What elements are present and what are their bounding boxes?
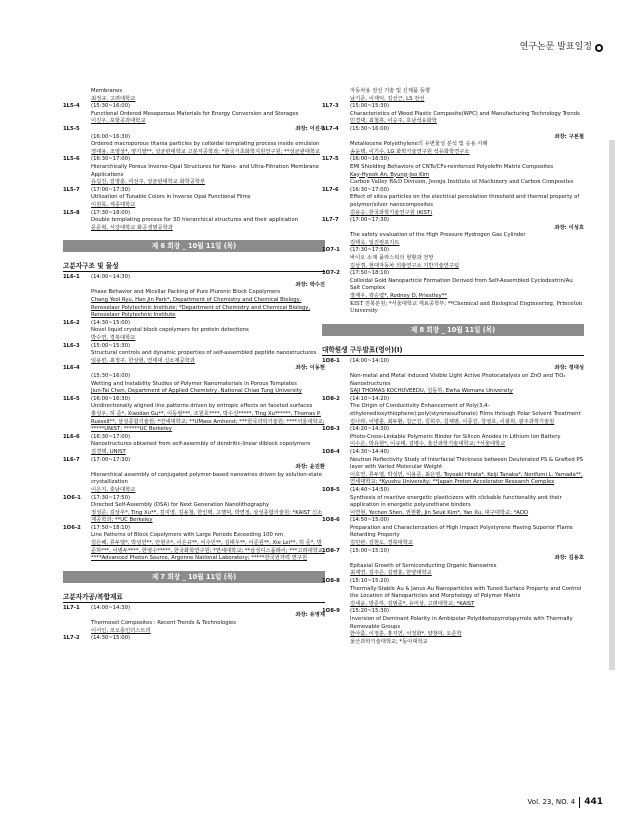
side-tab-bar [609,140,615,670]
entry-text: (16:00~16:30) [91,133,131,140]
program-entry [322,396,584,426]
entry-body [350,103,584,126]
entry-authors: 문준혁, 서강대학교 화공생명공학과 [91,224,173,231]
entry-authors: 이원목, 세종대학교 [91,201,136,208]
program-entry [63,525,325,563]
entry-authors: 한아름, 이정훈, 홍지연, 서정화*, 양창덕, 오준학 [350,631,462,638]
chair-label: 좌장: 박수진 [295,281,325,288]
entry-number: 1O8-5 [322,486,340,493]
entry-authors: 김민관, 김현도, 경북대학교 [350,540,414,547]
program-entry [63,457,325,495]
entry-authors: 유길진, 김영훈, 여선주, 성균관대학교 화학공학부 [91,179,206,186]
entry-text: (14:40~14:50) [350,486,390,493]
left-column [63,88,325,643]
entry-authors: 김은혜, 류두열*, 박성민**, 안현주*, 이은규**, 이수인**, 김태우**, 이준원**, Xie Lei**, 허 준*, 방준하***, 이병두****, 한영수*****, 한국화학연구원; *연세대학교; **삼성디스플레이; ***고려대학교; ****Advanced Photon Source, Argonne National Laboratory; *****한국원자력 연구원 [91,540,325,562]
chair-label: 좌장: 이동현 [295,365,325,372]
program-entry [63,343,325,366]
entry-body [91,210,325,233]
entry-text: Inversion of Dominant Polarity in Ambipolar Polydiketopyrrolopyrrole with Thermally Removable Groups [350,616,573,630]
entry-text: (14:30~15:00) [91,635,131,642]
entry-authors: 이진우, 포항공과대학교 [91,118,146,125]
entry-body [350,126,584,156]
program-entry [63,126,325,156]
section-heading: 고분자가공/복합재료 [63,593,325,603]
chair-label: 좌장: 정대성 [554,365,584,372]
entry-authors: 김용승, 한국과학기술연구원 (KIST) [350,209,433,216]
entry-body [91,274,325,320]
entry-number: 1L6-7 [63,456,80,463]
entry-body [91,126,325,156]
program-entry [63,320,325,343]
entry-text: Ordered macroporous titania particles by colloidal templating process inside emulsion [91,141,320,148]
entry-text: Functional Ordered Mesoporous Materials for Energy Conversion and Storages [91,110,299,117]
entry-authors: 송윤택, 이기수, LG 화학기술연구원 석유화학연구소 [350,148,470,155]
entry-body [91,495,325,525]
entry-text: Structural controls and dynamic properties of self-assembled peptide nanostructures [91,350,317,357]
program-entry [322,449,584,487]
entry-text: Synthesis of reactive energetic plasticizers with clickable functionality and their application in energetic polyurethane binders [350,494,562,509]
entry-number: 1L6-1 [63,274,80,281]
entry-number: 1L7-2 [63,635,80,642]
entry-body [350,217,584,247]
entry-authors: 최정규, 고려대학교 [91,95,136,102]
entry-number [322,88,350,103]
entry-number: 1L6-4 [63,365,80,372]
entry-text: Effect of silica particles on the electrical percolation threshold and thermal property of polymer/silver nanocomposites [350,194,580,208]
program-entry [63,365,325,395]
entry-text: Hierarchical assembly of conjugated polymer-based nanowires driven by solution-state crystallization [91,471,322,486]
entry-body [350,548,584,578]
entry-text: (15:30~16:00) [91,103,131,110]
program-entry [322,358,584,396]
entry-affiliation: KIST 전북분원; *서울대학교 재료공학부; **Chemical and Biological Engineering, Princeton University [350,300,583,315]
entry-text: (17:30~17:50) [91,494,131,501]
section-heading: 고분자구조 및 물성 [63,262,325,272]
entry-body [350,156,584,186]
entry-authors: 이연현, Yechen Shen, 권현환, Jin Seuk Kim*, Yan Xu, 대구대학교; *ADD [350,509,529,516]
entry-text: Wetting and Instability Studies of Polymer Nanomaterials in Porous Templates [91,380,297,387]
entry-number: 1O8-4 [322,448,340,455]
entry-text: (14:30~14:40) [350,448,390,455]
entry-number: 1L5-7 [63,186,80,193]
entry-text: (14:20~14:30) [350,426,390,433]
program-entry [322,88,584,103]
entry-text: (14:30~15:00) [91,319,131,326]
chair-label: 좌장: 이성호 [554,224,584,231]
entry-authors: 홍성우, 허 준*, Xiaodan Gu**, 이동현***, 조원호****, 박수진*****, Ting Xu******, Thomas P. Russell**, 삼성종합기술원; *연세대학교; **UMass Amherst; ***한국과학기술원; ****서울대학교; *****UNIST; ******UC Berkeley [91,410,325,433]
program-entry [63,210,325,233]
program-entry [322,517,584,547]
entry-text: Utilization of Tunable Colors in Inverse Opal Functional Films [91,194,251,201]
entry-text: Characteristics of Wood Plastic Composite(WPC) and Manufacturing Technology Trends [350,110,580,117]
entry-authors: 장재우, 곽승엽*, Rodney D, Priestley** [350,293,448,300]
chair-label: 좌장: 구본철 [554,133,584,140]
entry-number: 1O8-9 [322,608,340,615]
chair-label: 좌장: 이진우 [295,125,325,132]
entry-text: (14:00~14:30) [91,274,131,281]
entry-authors: 이호연, 류두열, 박성민, 이용준, 최은영, Toyoaki Hirata*, Keiji Tanaka*, Norifumi L. Yamada**, 연세대학교; *Kyushu University; **Japan Proton Accelerator Research Complex [350,471,583,486]
entry-body [91,457,325,495]
circle-bullet-icon [595,44,603,52]
entry-text: (17:30~17:50) [350,247,390,254]
entry-authors: 김세윤, 방준하, 김범준*, 유미상, 고려대학교; *KAIST [350,600,475,607]
entry-body [350,449,584,487]
entry-body [91,365,325,395]
entry-text: (15:30~16:00) [350,125,390,132]
entry-number: 1L5-4 [63,103,80,110]
entry-body [350,608,584,646]
entry-text: Photo-Cross-Linkable Polymeric Binder for Silicon Anodes in Lithium Ion Battery [350,433,561,440]
program-entry [322,247,584,270]
entry-authors: 박수연, 경북대학교 [91,335,136,342]
entry-body [350,487,584,517]
entry-number: 1O7-1 [322,247,340,254]
entry-number: 1O6-1 [63,494,81,501]
entry-number: 1L7-3 [322,103,339,110]
entry-text: (14:00~14:10) [350,357,390,364]
entry-text: (16:00~16:30) [91,395,131,402]
entry-text: (16:30~17:00) [350,186,390,193]
entry-number: 1L7-6 [322,186,339,193]
entry-text: Neutron Reflectivity Study of Interfacial Thickness between Deuterated PS & Grafted PS layer with Varied Molecular Weight [350,456,583,471]
program-entry [322,578,584,608]
program-entry [322,187,584,217]
entry-number: 1L7-7 [322,217,339,224]
entry-text: (15:00~15:30) [91,342,131,349]
entry-text: (17:00~17:30) [91,456,131,463]
session-banner: 제 7 회장 _ 10월 11일 (목) [63,571,325,583]
entry-authors: 김경택, UNIST [91,448,126,455]
entry-body [91,343,325,366]
entry-authors: Chang Yeol Ryu, Han Jin Park*, Department of Chemistry and Chemical Biology, Rensselaer Polytechnic Institute; *Department of Chemistry and Chemical Biology, Rensselaer Polytechnic Institute [91,297,311,319]
entry-number: 1L6-2 [63,319,80,326]
entry-authors: 김태욱, 일진컴포지트 [350,239,400,246]
entry-number: 1L5-8 [63,209,80,216]
entry-text: (15:00~15:30) [350,103,390,110]
session-banner: 제 8 회장 _ 10월 11일 (목) [322,324,584,336]
entry-text: Thermally-Stable Au & Janus Au Nanoparticles with Tuned Surface Property and Control the Location of Nanoparticles and Morphology of Polymer Matrix [350,585,582,600]
entry-body [91,605,325,635]
entry-authors: 최재연, 김주은, 김영훈, 한양대학교 [350,570,432,577]
entry-number: 1O8-1 [322,357,340,364]
entry-text: (17:50~18:10) [350,270,390,277]
program-entry [63,88,325,103]
chair-label: 좌장: 김용호 [554,555,584,562]
entry-body [91,103,325,126]
page-header [520,42,603,53]
entry-text: EMI Shielding Behaviors of CNTs/CFs-reinforced Polyolefin Matrix Composites [350,163,554,170]
entry-text: Membranes [91,88,123,94]
entry-text: (15:10~15:20) [350,578,390,585]
entry-text: (14:10~14:20) [350,395,390,402]
program-entry [63,156,325,186]
entry-body [350,88,584,103]
header-title: 연구논문 발표일정 [519,42,592,52]
page-number: 441 [579,797,603,808]
entry-text: Thermoset Composites : Recent Trends & Technologies [91,620,237,627]
entry-number: 1L7-1 [63,604,80,611]
entry-text: The safety evaluation of the High Pressure Hydrogen Gas Cylinder [350,232,526,239]
program-entry [63,605,325,635]
entry-body [91,156,325,186]
program-entry [322,156,584,186]
section-heading: 대학원생 구두발표(영어)(I) [322,346,584,356]
entry-authors: 김상겸, 현대자동차 의왕연구소 기반기술연구팀 [350,262,460,269]
entry-number: 1O6-2 [63,524,81,531]
program-entry [322,426,584,449]
entry-text: Line Patterns of Block Copolymers with Large Periods Exceeding 100 nm [91,532,284,539]
entry-text: (15:20~15:30) [350,608,390,615]
entry-text: (16:30~17:00) [91,433,131,440]
entry-number: 1O8-6 [322,517,340,524]
entry-text: Hierarchically Porous Inverse-Opal Structures for Nano- and Ultra-Filtration Membrane Applications [91,163,319,178]
entry-number [63,88,91,103]
entry-authors: SAJI THOMAS KOCHUVEEDU, 김동하, Ewha Womans University [350,388,513,395]
entry-authors: 민경대, 최철휴, 이승주, 호남석유화학 [350,118,437,125]
program-entry [322,487,584,517]
entry-text: Nanostructures obtained from self-assembly of dendritic-linear diblock copolymers [91,441,311,448]
entry-text: (15:30~16:00) [91,373,131,379]
entry-text: (14:00~14:30) [91,604,131,611]
entry-text: Epitaxial Growth of Semiconducting Organic Nanowires [350,562,497,569]
entry-text: (17:50~18:10) [91,524,131,531]
entry-number: 1L6-3 [63,342,80,349]
entry-authors: 이은지, 충남대학교 [91,486,136,493]
volume-info: Vol. 23, NO. 4 [527,798,576,806]
program-entry [63,274,325,320]
program-entry [63,103,325,126]
entry-text: (16:30~17:00) [91,156,131,163]
entry-number: 1O8-7 [322,547,340,554]
entry-text: 자동차용 전선 기술 및 신제품 동향 [350,88,431,94]
entry-authors: 이수은, 박유현*, 이규태, 김병수, 울산과학기술대학교; *서울대학교 [350,441,506,448]
entry-text: (17:00~17:30) [350,217,390,224]
entry-body [91,187,325,210]
session-banner: 제 6 회장 _ 10월 11일 (목) [63,240,325,252]
entry-text: (14:50~15:00) [350,517,390,524]
entry-text: Novel liquid crystal block copolymers for protein detections [91,327,249,334]
entry-authors: 김나라, 이병훈, 최두환, 김근진, 김희주, 김재범, 이종진, 강영호, 이광희, 광주과학기술원 [350,418,555,425]
entry-authors: 정성준, 김상우*, Ting Xu**, 김지영, 김용철, 한인택, 고행덕, 박연정, 삼성종합기술원; *KAIST 신소재공학과; **UC Berkeley [91,509,323,524]
program-entry [322,217,584,247]
entry-number: 1L5-6 [63,156,80,163]
right-column [322,88,584,646]
entry-number: 1L7-4 [322,125,339,132]
entry-authors: Jiun-Tai Chen, Department of Applied Chemistry, National Chiao Tung University [91,388,302,395]
entry-body [91,396,325,434]
entry-body [350,270,584,316]
entry-text: Unidirectionally aligned line patterns driven by entropic effects on faceted surfaces [91,403,313,410]
entry-text: (15:00~15:10) [350,547,390,554]
entry-text: Metallocene Polyethylene의 유변물성 분석 및 응용 사례 [350,141,488,148]
program-entry [322,548,584,578]
entry-body [91,88,325,103]
entry-number: 1O8-2 [322,395,340,402]
entry-body [350,187,584,217]
entry-body [350,396,584,426]
chair-label: 좌장: 윤진환 [295,464,325,471]
program-entry [63,495,325,525]
entry-affiliation: 울산과학기술대학교; *동아대학교 [350,638,428,645]
entry-body [350,358,584,396]
entry-text: (17:00~17:30) [91,186,131,193]
entry-text: (16:00~16:30) [350,156,390,163]
entry-body [91,434,325,457]
entry-text: Preparation and Characterization of High Impact Polystyrene Having Superior Flame Retarding Property [350,524,574,539]
program-entry [63,396,325,434]
chair-label: 좌장: 유영재 [295,612,325,619]
program-entry [63,434,325,457]
entry-text: Double templating process for 3D hierarchical structures and their application [91,217,299,224]
entry-text: (17:30~18:00) [91,209,131,216]
entry-affiliation: Carbon Valley R&D Division, Jeonju Institute of Machinery and Carbon Composites [350,179,574,186]
entry-authors: 정대용, 조영상*, 양기영**, 성균관대학교 고분자공학과; *한국기초화학지원연구원; **성균관대학교 [91,148,321,155]
entry-body [91,525,325,563]
program-entry [322,608,584,646]
page-footer [528,797,603,808]
entry-number: 1L7-5 [322,156,339,163]
entry-text: Colloidal Gold Nanoparticle Formation Derived from Self-Assembled Cyclodextrin/Au Salt Complex [350,277,573,292]
entry-authors: Kay-Hyeok An, Byung-Joo Kim [350,171,430,178]
entry-text: Non-metal and Metal induced Visible Light Active Photocatalysis on ZnO and TiO₂ Nanostructures [350,373,566,387]
entry-number: 1O8-3 [322,426,340,433]
entry-number: 1O7-2 [322,270,340,277]
program-entry [63,187,325,210]
entry-text: The Origin of Conductivity Enhancement of Poly(3,4-ethylenedioxythiophene):poly(styrenesulfonate) Films through Polar Solvent Treatment [350,403,581,417]
entry-number: 1O8-8 [322,578,340,585]
program-entry [322,126,584,156]
entry-body [350,426,584,449]
entry-body [350,247,584,270]
program-entry [322,103,584,126]
entry-body [350,578,584,608]
entry-number: 1L5-5 [63,125,80,132]
entry-text: Directed Self-Assembly (DSA) for Next Generation Nanolithography [91,502,270,509]
entry-text: Phase Behavior and Micellar Packing of Pure Pluronic Block Copolymers [91,289,281,296]
entry-body [91,320,325,343]
entry-number: 1L6-5 [63,395,80,402]
entry-text: 바이오 소재 플라스틱의 현황과 전망 [350,255,434,262]
entry-authors: 임용빈, 최정주, 한상현, 연세대 신소재공학과 [91,357,195,364]
entry-authors: 남기준, 이재익, 김선근, LS 전선 [350,95,425,102]
entry-body [350,517,584,547]
program-entry [63,635,325,643]
entry-number: 1L6-6 [63,433,80,440]
entry-body [91,635,325,643]
entry-authors: 이서인, 코오롱인더스트리 [91,627,151,634]
program-entry [322,270,584,316]
